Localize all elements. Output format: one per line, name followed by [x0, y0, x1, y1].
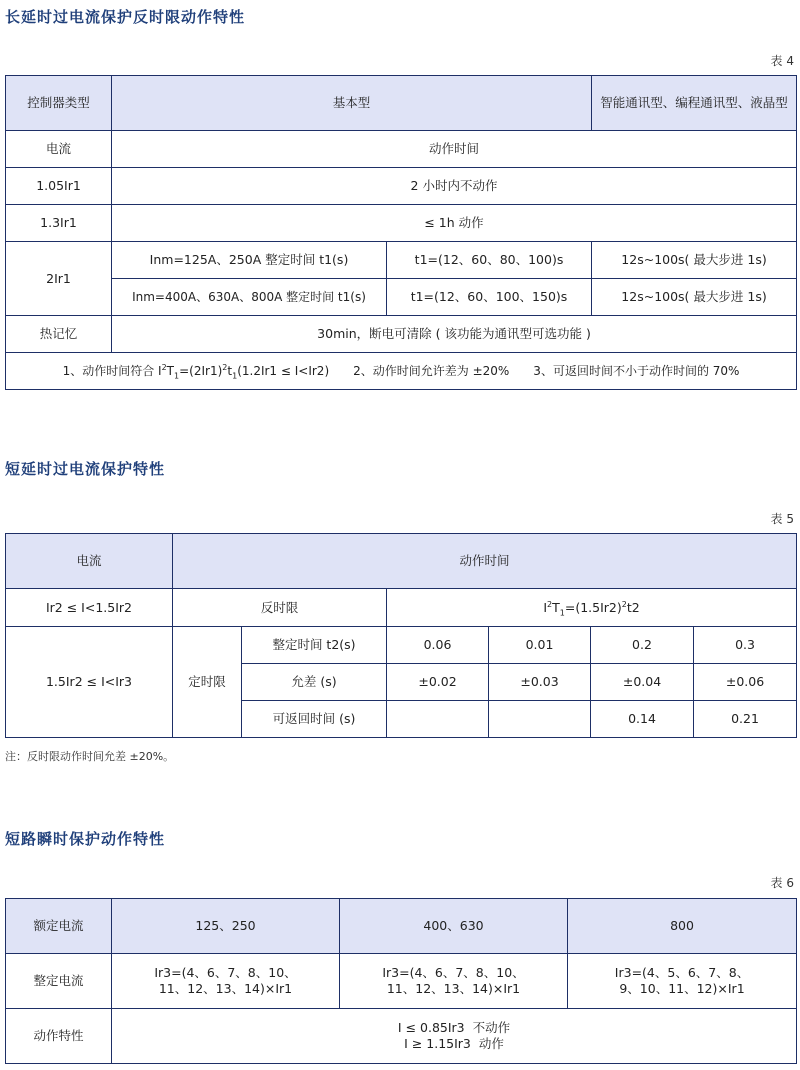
item-label: 整定时间 t2(s): [242, 627, 387, 664]
item-value: 0.14: [591, 701, 694, 738]
table-long-delay: [5, 75, 797, 390]
note-short-delay: 注：反时限动作时间允差 ±20%。: [5, 750, 175, 763]
item-value: 0.3: [694, 627, 797, 664]
table-row: [6, 242, 797, 279]
item-label: 可返回时间 (s): [242, 701, 387, 738]
setting-range: 12s~100s( 最大步进 1s): [592, 242, 797, 279]
table-short-delay: [5, 533, 797, 738]
section-title-long: 长延时过电流保护反时限动作特性: [5, 8, 246, 26]
header-current: 电流: [6, 534, 173, 589]
table-footnote-row: [6, 353, 797, 390]
item-value: ±0.06: [694, 664, 797, 701]
table-row: [6, 627, 797, 664]
setting-condition: Inm=125A、250A 整定时间 t1(s): [112, 242, 387, 279]
table-instantaneous: [5, 898, 797, 1064]
current-label: 电流: [6, 131, 112, 168]
table-row: [6, 168, 797, 205]
setting-line: Ir3=(4、6、7、8、10、: [382, 965, 525, 980]
item-value: ±0.02: [387, 664, 489, 701]
item-value: ±0.04: [591, 664, 694, 701]
section-title-instant: 短路瞬时保护动作特性: [5, 830, 166, 848]
setting-condition: Inm=400A、630A、800A 整定时间 t1(s): [112, 279, 387, 316]
current-value: 1.05Ir1: [6, 168, 112, 205]
table-header-row: [6, 76, 797, 131]
action-characteristic-label: 动作特性: [6, 1009, 112, 1064]
table-label-6: 表 6: [770, 876, 794, 890]
setting-time: t1=(12、60、100、150)s: [387, 279, 592, 316]
current-value: Ir2 ≤ I<1.5Ir2: [6, 589, 173, 627]
section-title-short: 短延时过电流保护特性: [5, 460, 166, 478]
setting-time: t1=(12、60、80、100)s: [387, 242, 592, 279]
table-row: [6, 131, 797, 168]
action-time-label: 动作时间: [112, 131, 797, 168]
setting-current-value: [112, 954, 340, 1009]
header-rated-current: 额定电流: [6, 899, 112, 954]
item-value: 0.01: [489, 627, 591, 664]
header-action-time: 动作时间: [173, 534, 797, 589]
setting-line: Ir3=(4、5、6、7、8、: [614, 965, 750, 980]
table-row: [6, 316, 797, 353]
setting-line: 11、12、13、14)×Ir1: [386, 981, 521, 996]
table-row: [6, 205, 797, 242]
mode-definite: 定时限: [173, 627, 242, 738]
thermal-memory-value: 30min，断电可清除 ( 该功能为通讯型可选功能 ): [112, 316, 797, 353]
setting-current-value: [340, 954, 568, 1009]
action-value: ≤ 1h 动作: [112, 205, 797, 242]
inverse-formula: $I^2T_1=(1.5Ir2)^2t2$: [387, 589, 797, 627]
item-label: 允差 (s): [242, 664, 387, 701]
item-value: 0.2: [591, 627, 694, 664]
table-row: [6, 954, 797, 1009]
current-value: 2Ir1: [6, 242, 112, 316]
item-value: 0.21: [694, 701, 797, 738]
table-label-5: 表 5: [770, 512, 794, 526]
table-label-4: 表 4: [770, 54, 794, 68]
item-value: [387, 701, 489, 738]
footnote: 1、动作时间符合 $I^2T_1=(2Ir1)^2t_1(1.2Ir1 \le I<Ir2)$ 2、动作时间允许差为 ±20% 3、可返回时间不小于动作时间的 70%: [6, 353, 797, 390]
table-row: [6, 589, 797, 627]
thermal-memory-label: 热记忆: [6, 316, 112, 353]
header-rated-125-250: 125、250: [112, 899, 340, 954]
current-value: 1.5Ir2 ≤ I<Ir3: [6, 627, 173, 738]
header-basic: 基本型: [112, 76, 592, 131]
action-characteristic-value: [112, 1009, 797, 1064]
table-header-row: [6, 534, 797, 589]
mode-inverse: 反时限: [173, 589, 387, 627]
header-smart: 智能通讯型、编程通讯型、液晶型: [592, 76, 797, 131]
action-value: 2 小时内不动作: [112, 168, 797, 205]
action-line: I ≤ 0.85Ir3 不动作: [397, 1020, 511, 1035]
header-controller-type: 控制器类型: [6, 76, 112, 131]
table-row: [6, 1009, 797, 1064]
header-rated-800: 800: [568, 899, 797, 954]
action-line: I ≥ 1.15Ir3 动作: [404, 1036, 504, 1051]
item-value: 0.06: [387, 627, 489, 664]
item-value: [489, 701, 591, 738]
current-value: 1.3Ir1: [6, 205, 112, 242]
setting-current-value: [568, 954, 797, 1009]
setting-current-label: 整定电流: [6, 954, 112, 1009]
setting-line: 11、12、13、14)×Ir1: [158, 981, 293, 996]
setting-line: Ir3=(4、6、7、8、10、: [154, 965, 297, 980]
setting-range: 12s~100s( 最大步进 1s): [592, 279, 797, 316]
table-row: [6, 279, 797, 316]
header-rated-400-630: 400、630: [340, 899, 568, 954]
item-value: ±0.03: [489, 664, 591, 701]
setting-line: 9、10、11、12)×Ir1: [619, 981, 745, 996]
table-header-row: [6, 899, 797, 954]
